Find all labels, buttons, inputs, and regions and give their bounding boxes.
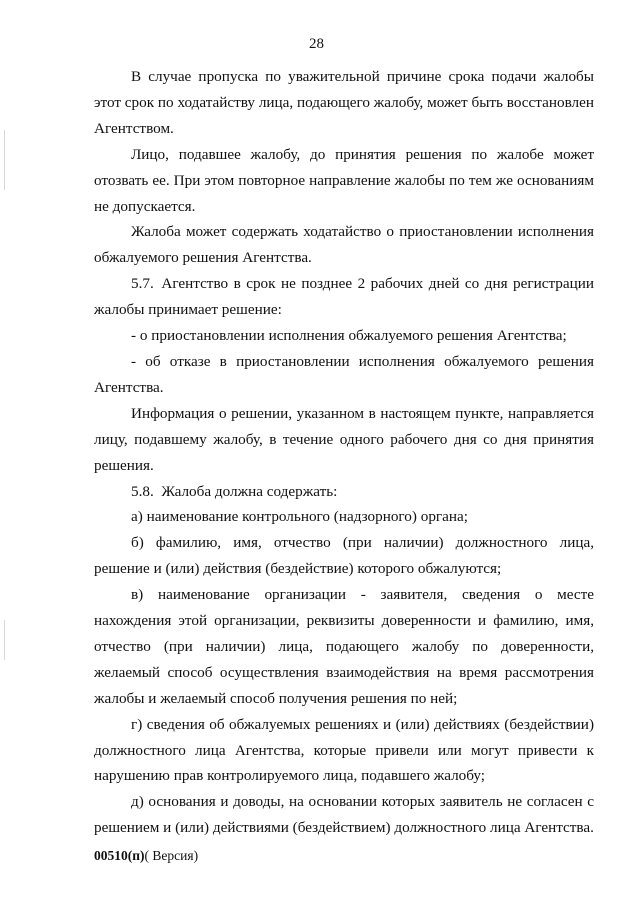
paragraph: В случае пропуска по уважительной причине срока подачи жалобы этот срок по ходатайству лица, подающего жалобу, может быть восстановлен Агентством.: [94, 68, 594, 137]
document-code: 00510(п): [94, 848, 145, 863]
paragraph: Информация о решении, указанном в настоящем пункте, направляется лицу, подавшему жалобу, в течение одного рабочего дня со дня принятия решения.: [94, 404, 594, 474]
section-5-7-paragraph: 5.7. Агентство в срок не позднее 2 рабочих дней со дня регистрации жалобы принимает решение:: [94, 275, 594, 319]
list-item: б) фамилию, имя, отчество (при наличии) должностного лица, решение и (или) действия (бездействие) которого обжалуются;: [94, 534, 594, 578]
paragraph: Жалоба может содержать ходатайство о приостановлении исполнения обжалуемого решения Агентства.: [94, 223, 594, 267]
list-item: - об отказе в приостановлении исполнения обжалуемого решения Агентства.: [94, 352, 594, 396]
scan-edge-mark: [4, 130, 5, 190]
list-item: в) наименование организации - заявителя, сведения о месте нахождения этой организации, реквизиты доверенности и фамилию, имя, отчество (при наличии) лица, подающего жалобу по доверенности, желаемый способ осуществления взаимодействия на время рассмотрения жалобы и желаемый способ получения решения по ней;: [94, 586, 594, 707]
list-item: а) наименование контрольного (надзорного) органа;: [131, 508, 468, 526]
list-item: д) основания и доводы, на основании которых заявитель не согласен с решением и (или) действиями (бездействием) должностного лица Агентства.: [94, 793, 594, 837]
list-item: - о приостановлении исполнения обжалуемого решения Агентства;: [131, 327, 567, 345]
document-body: [94, 64, 594, 841]
page-number: 28: [309, 36, 324, 52]
scan-edge-mark: [4, 620, 5, 660]
paragraph: Лицо, подавшее жалобу, до принятия решения по жалобе может отозвать ее. При этом повторное направление жалобы по тем же основаниям не допускается.: [94, 145, 594, 215]
document-footer: [94, 848, 198, 864]
document-version: ( Версия): [144, 848, 199, 863]
section-5-8-paragraph: 5.8. Жалоба должна содержать:: [131, 482, 338, 500]
list-item: г) сведения об обжалуемых решениях и (или) действиях (бездействии) должностного лица Агентства, которые привели или могут привести к нарушению прав контролируемого лица, подавшего жалобу;: [94, 715, 594, 785]
